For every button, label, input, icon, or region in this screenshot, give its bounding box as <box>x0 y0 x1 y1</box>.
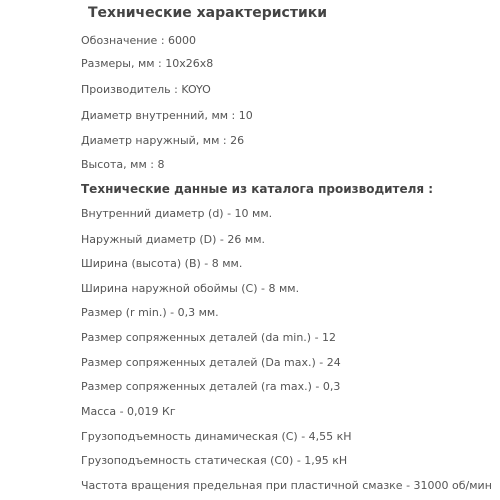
catalog-item-speed-limit: Частота вращения предельная при пластичной смазке - 31000 об/мин <box>81 479 492 492</box>
catalog-item-ra-max: Размер сопряженных деталей (ra max.) - 0,3 <box>81 380 341 393</box>
catalog-item-r-min: Размер (r min.) - 0,3 мм. <box>81 306 219 319</box>
spec-manufacturer: Производитель : KOYO <box>81 83 211 96</box>
spec-height: Высота, мм : 8 <box>81 158 165 171</box>
catalog-item-da-max: Размер сопряженных деталей (Da max.) - 24 <box>81 356 341 369</box>
catalog-item-width: Ширина (высота) (B) - 8 мм. <box>81 257 243 270</box>
catalog-heading: Технические данные из каталога производителя : <box>81 182 434 196</box>
spec-outer-diameter: Диаметр наружный, мм : 26 <box>81 134 245 147</box>
page-title: Технические характеристики <box>88 5 328 21</box>
catalog-item-outer-ring-width: Ширина наружной обоймы (C) - 8 мм. <box>81 282 300 295</box>
catalog-item-static-load: Грузоподъемность статическая (C0) - 1,95 кН <box>81 454 348 467</box>
spec-dimensions: Размеры, мм : 10x26x8 <box>81 57 214 70</box>
catalog-item-inner-diameter: Внутренний диаметр (d) - 10 мм. <box>81 207 273 220</box>
catalog-item-outer-diameter: Наружный диаметр (D) - 26 мм. <box>81 233 265 246</box>
spec-inner-diameter: Диаметр внутренний, мм : 10 <box>81 109 253 122</box>
catalog-item-da-min: Размер сопряженных деталей (da min.) - 12 <box>81 331 337 344</box>
spec-designation: Обозначение : 6000 <box>81 34 197 47</box>
catalog-item-mass: Масса - 0,019 Кг <box>81 405 176 418</box>
catalog-item-dynamic-load: Грузоподъемность динамическая (C) - 4,55 кН <box>81 430 352 443</box>
